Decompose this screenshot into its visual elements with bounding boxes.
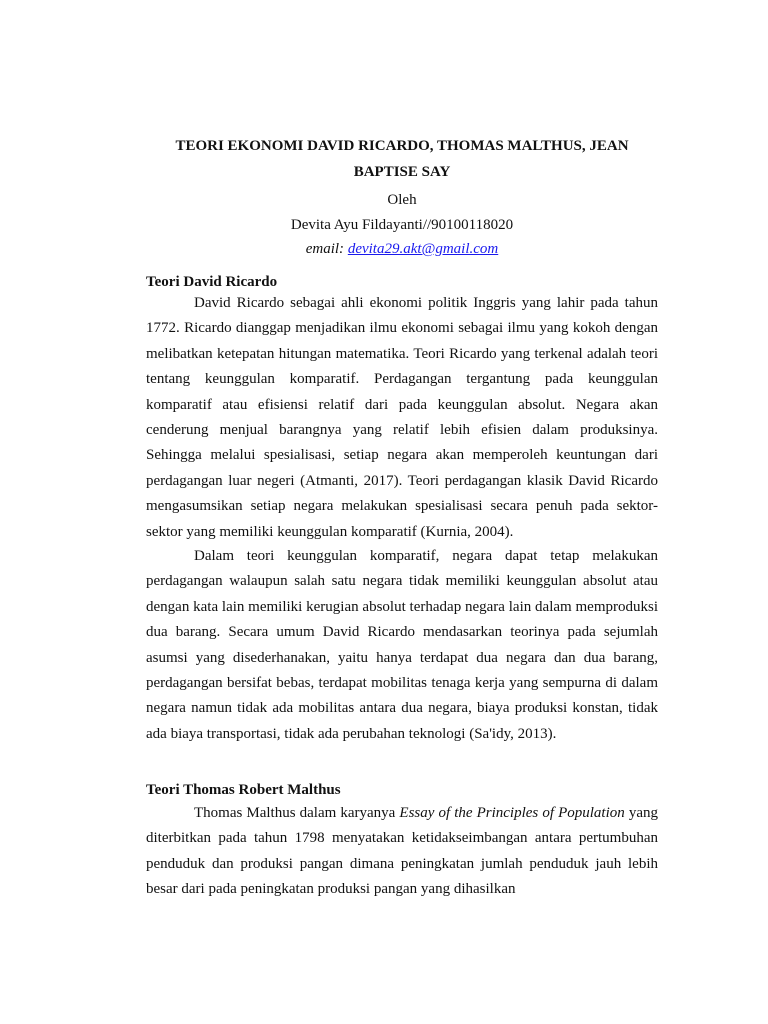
paragraph-malthus-1 xyxy=(146,801,658,903)
email-line xyxy=(146,239,658,259)
paragraph-ricardo-2: Dalam teori keunggulan komparatif, negara dapat tetap melakukan perdagangan walaupun salah satu negara tidak memiliki keunggulan absolut atau dengan kata lain memiliki kerugian absolut terhadap negara lain dalam memproduksi dua barang. Secara umum David Ricardo mendasarkan teorinya pada sejumlah asumsi yang disederhanakan, yaitu hanya terdapat dua negara dan dua barang, perdagangan bersifat bebas, terdapat mobilitas tenaga kerja yang sempurna di dalam negara namun tidak ada mobilitas antara dua negara, biaya produksi konstan, tidak ada biaya transportasi, tidak ada perubahan teknologi (Sa'idy, 2013). xyxy=(146,548,658,742)
email-link[interactable]: devita29.akt@gmail.com xyxy=(347,241,499,257)
paragraph-ricardo-1: David Ricardo sebagai ahli ekonomi politik Inggris yang lahir pada tahun 1772. Ricardo dianggap menjadikan ilmu ekonomi sebagai ilmu yang kokoh dengan melibatkan ketepatan hitungan matematika. Teori Ricardo yang terkenal adalah teori tentang keunggulan komparatif. Perdagangan tergantung pada keunggulan komparatif atau efisiensi relatif dari pada keunggulan absolut. Negara akan cenderung menjual barangnya yang relatif lebih efisien dalam produksinya. Sehingga melalui spesialisasi, setiap negara akan memperoleh keuntungan dari perdagangan luar negeri (Atmanti, 2017). Teori perdagangan klasik David Ricardo mengasumsikan setiap negara melakukan spesialisasi secara penuh pada sektor-sektor yang memiliki keunggulan komparatif (Kurnia, 2004). xyxy=(146,295,658,540)
malthus-text-before: Thomas Malthus dalam karyanya xyxy=(194,805,400,821)
malthus-text-after: yang diterbitkan pada tahun 1798 menyatakan ketidakseimbangan antara pertumbuhan penduduk dan produksi pangan dimana peningkatan jumlah penduduk jauh lebih besar dari pada peningkatan produksi pangan yang dihasilkan xyxy=(146,805,658,898)
email-label: email: xyxy=(305,241,348,257)
document-title: TEORI EKONOMI DAVID RICARDO, THOMAS MALTHUS, JEAN BAPTISE SAY xyxy=(175,138,629,180)
byline: Oleh xyxy=(387,192,417,208)
author-line: Devita Ayu Fildayanti//90100118020 xyxy=(290,217,514,233)
section-heading-ricardo: Teori David Ricardo xyxy=(146,274,278,290)
section-heading-malthus: Teori Thomas Robert Malthus xyxy=(146,782,341,798)
book-title-italic: Essay of the Principles of Population xyxy=(399,805,625,821)
